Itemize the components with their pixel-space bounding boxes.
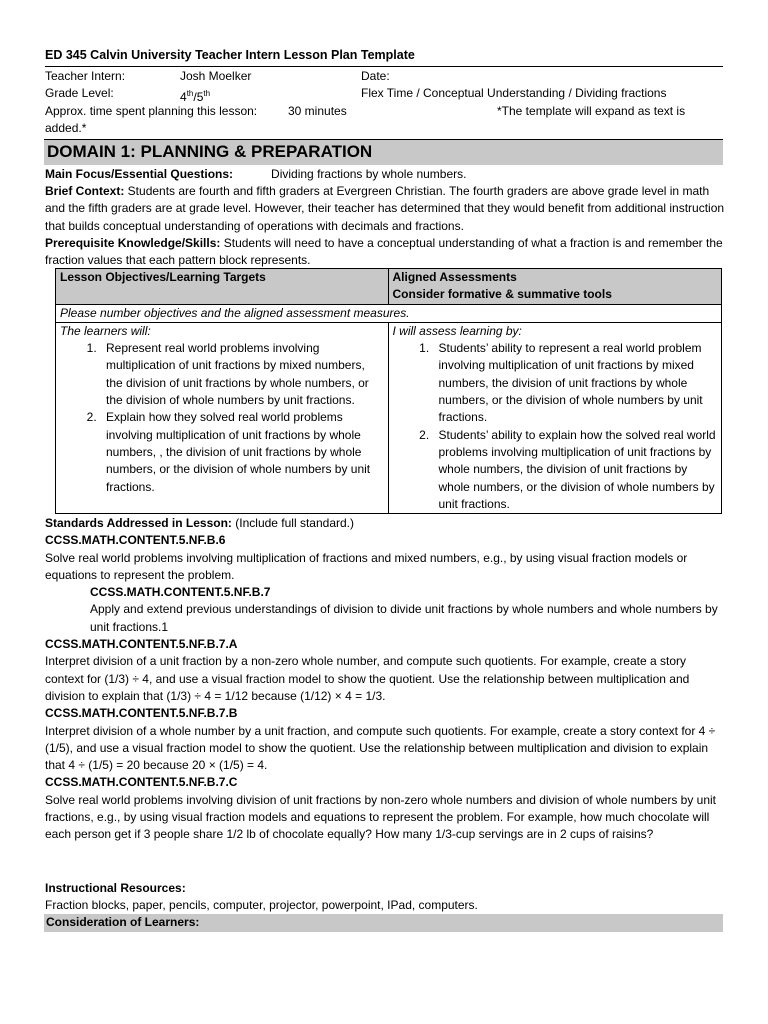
standard-text: Apply and extend previous understandings of division to divide unit fractions by whole numbers and whole numbers by unit fractions.1 <box>90 602 718 634</box>
instructional-resources <box>45 880 725 915</box>
objectives-note: Please number objectives and the aligned assessment measures. <box>56 304 722 322</box>
prereq-text: Students will need to have a conceptual understanding of what a fraction is and remember the fraction values that each pattern block represents. <box>45 236 723 268</box>
standard-code: CCSS.MATH.CONTENT.5.NF.B.7.C <box>45 775 238 790</box>
domain-title: DOMAIN 1: PLANNING & PREPARATION <box>47 142 373 161</box>
prerequisite-knowledge <box>45 235 725 270</box>
standard-code: CCSS.MATH.CONTENT.5.NF.B.7.A <box>45 637 238 652</box>
assessments-cell <box>388 322 722 513</box>
assessments-list <box>393 340 718 513</box>
standard-code: CCSS.MATH.CONTENT.5.NF.B.7 <box>90 585 271 600</box>
standard-text: Interpret division of a whole number by a unit fraction, and compute such quotients. For example, create a story context for 4 ÷ (1/5), and use a visual fraction model to show the quotient. Use the relationship between multiplication and division to explain that 4 ÷ (1/5) = 20 because 20 × (1/5) = 4. <box>45 723 716 773</box>
standard-code: CCSS.MATH.CONTENT.5.NF.B.7.B <box>45 706 238 721</box>
learners-header-bar <box>44 914 723 932</box>
expand-note: *The template will expand as text is <box>497 104 686 118</box>
teacher-label: Teacher Intern: <box>45 69 126 83</box>
planning-time-value: 30 minutes <box>288 104 347 118</box>
resources-text: Fraction blocks, paper, pencils, computer, projector, powerpoint, IPad, computers. <box>45 898 478 913</box>
objectives-header: Lesson Objectives/Learning Targets <box>56 269 389 305</box>
title-divider <box>45 66 723 67</box>
focus-label: Main Focus/Essential Questions: <box>45 167 234 181</box>
teacher-name: Josh Moelker <box>180 69 252 83</box>
standards-section <box>45 515 725 844</box>
grade-value: 4th/5th <box>180 89 211 104</box>
objective-item: 1. Represent real world problems involving multiplication of unit fractions by mixed numbers, the division of unit fractions by whole numbers, or the division of whole numbers by unit fractions. <box>100 340 384 409</box>
main-focus <box>45 166 725 183</box>
assessment-item: 1. Students’ ability to represent a real world problem involving multiplication of unit fractions by mixed numbers, the division of unit fractions by whole numbers, or the division of whole numbers by unit fractions. <box>433 340 718 426</box>
grade-label: Grade Level: <box>45 86 114 100</box>
standard-code: CCSS.MATH.CONTENT.5.NF.B.6 <box>45 533 226 548</box>
context-text: Students are fourth and fifth graders at Evergreen Christian. The fourth graders are above grade level in math and the fifth graders are at grade level. However, their teacher has determined that they would benefit from additional instruction that builds conceptual understanding of operations with decimals and fractions. <box>45 184 725 233</box>
added-note: added.* <box>45 121 87 135</box>
brief-context <box>45 183 725 235</box>
objectives-content-row <box>56 322 722 513</box>
objectives-list <box>60 340 384 496</box>
standard-text: Interpret division of a unit fraction by a non-zero whole number, and compute such quotients. For example, create a story context for (1/3) ÷ 4, and use a visual fraction model to show the quotient. Use the relationship between multiplication and division to explain that (1/3) ÷ 4 = 1/12 because (1/12) × 4 = 1/3. <box>45 654 690 703</box>
objectives-table <box>55 268 722 514</box>
objectives-table-header <box>56 269 722 305</box>
objective-item: 2. Explain how they solved real world problems involving multiplication of unit fractions by whole numbers, , the division of unit fractions by whole numbers, or the division of whole numbers by unit fractions. <box>100 409 384 495</box>
assessment-item: 2. Students’ ability to explain how the solved real world problems involving multiplication of unit fractions by whole numbers, the division of unit fractions by whole numbers, or the division of whole numbers by unit fractions. <box>433 427 718 513</box>
standard-text: Solve real world problems involving division of unit fractions by non-zero whole numbers and division of whole numbers by unit fractions, e.g., by using visual fraction models and equations to represent the problem. For example, how much chocolate will each person get if 3 people share 1/2 lb of chocolate equally? How many 1/3-cup servings are in 2 cups of raisins? <box>45 792 717 842</box>
planning-time-label: Approx. time spent planning this lesson: <box>45 104 258 118</box>
learners-label: Consideration of Learners: <box>46 915 200 929</box>
date-label: Date: <box>361 69 390 83</box>
document-title: ED 345 Calvin University Teacher Intern Lesson Plan Template <box>45 48 415 62</box>
standard-text: Solve real world problems involving multiplication of fractions and mixed numbers, e.g., by using visual fraction models or equations to represent the problem. <box>45 550 688 582</box>
assessments-intro: I will assess learning by: <box>392 323 522 338</box>
flex-time-topic: Flex Time / Conceptual Understanding / Dividing fractions <box>361 86 667 100</box>
domain-header-bar <box>44 139 723 165</box>
prereq-label: Prerequisite Knowledge/Skills: <box>45 236 221 250</box>
focus-text: Dividing fractions by whole numbers. <box>271 167 467 181</box>
assessments-header: Aligned Assessments Consider formative & summative tools <box>388 269 722 305</box>
objectives-intro: The learners will: <box>60 323 151 338</box>
resources-label: Instructional Resources: <box>45 881 186 895</box>
standards-heading: Standards Addressed in Lesson: (Include full standard.) <box>45 516 354 530</box>
objectives-cell <box>56 322 389 513</box>
objectives-note-row <box>56 304 722 322</box>
context-label: Brief Context: <box>45 184 125 198</box>
